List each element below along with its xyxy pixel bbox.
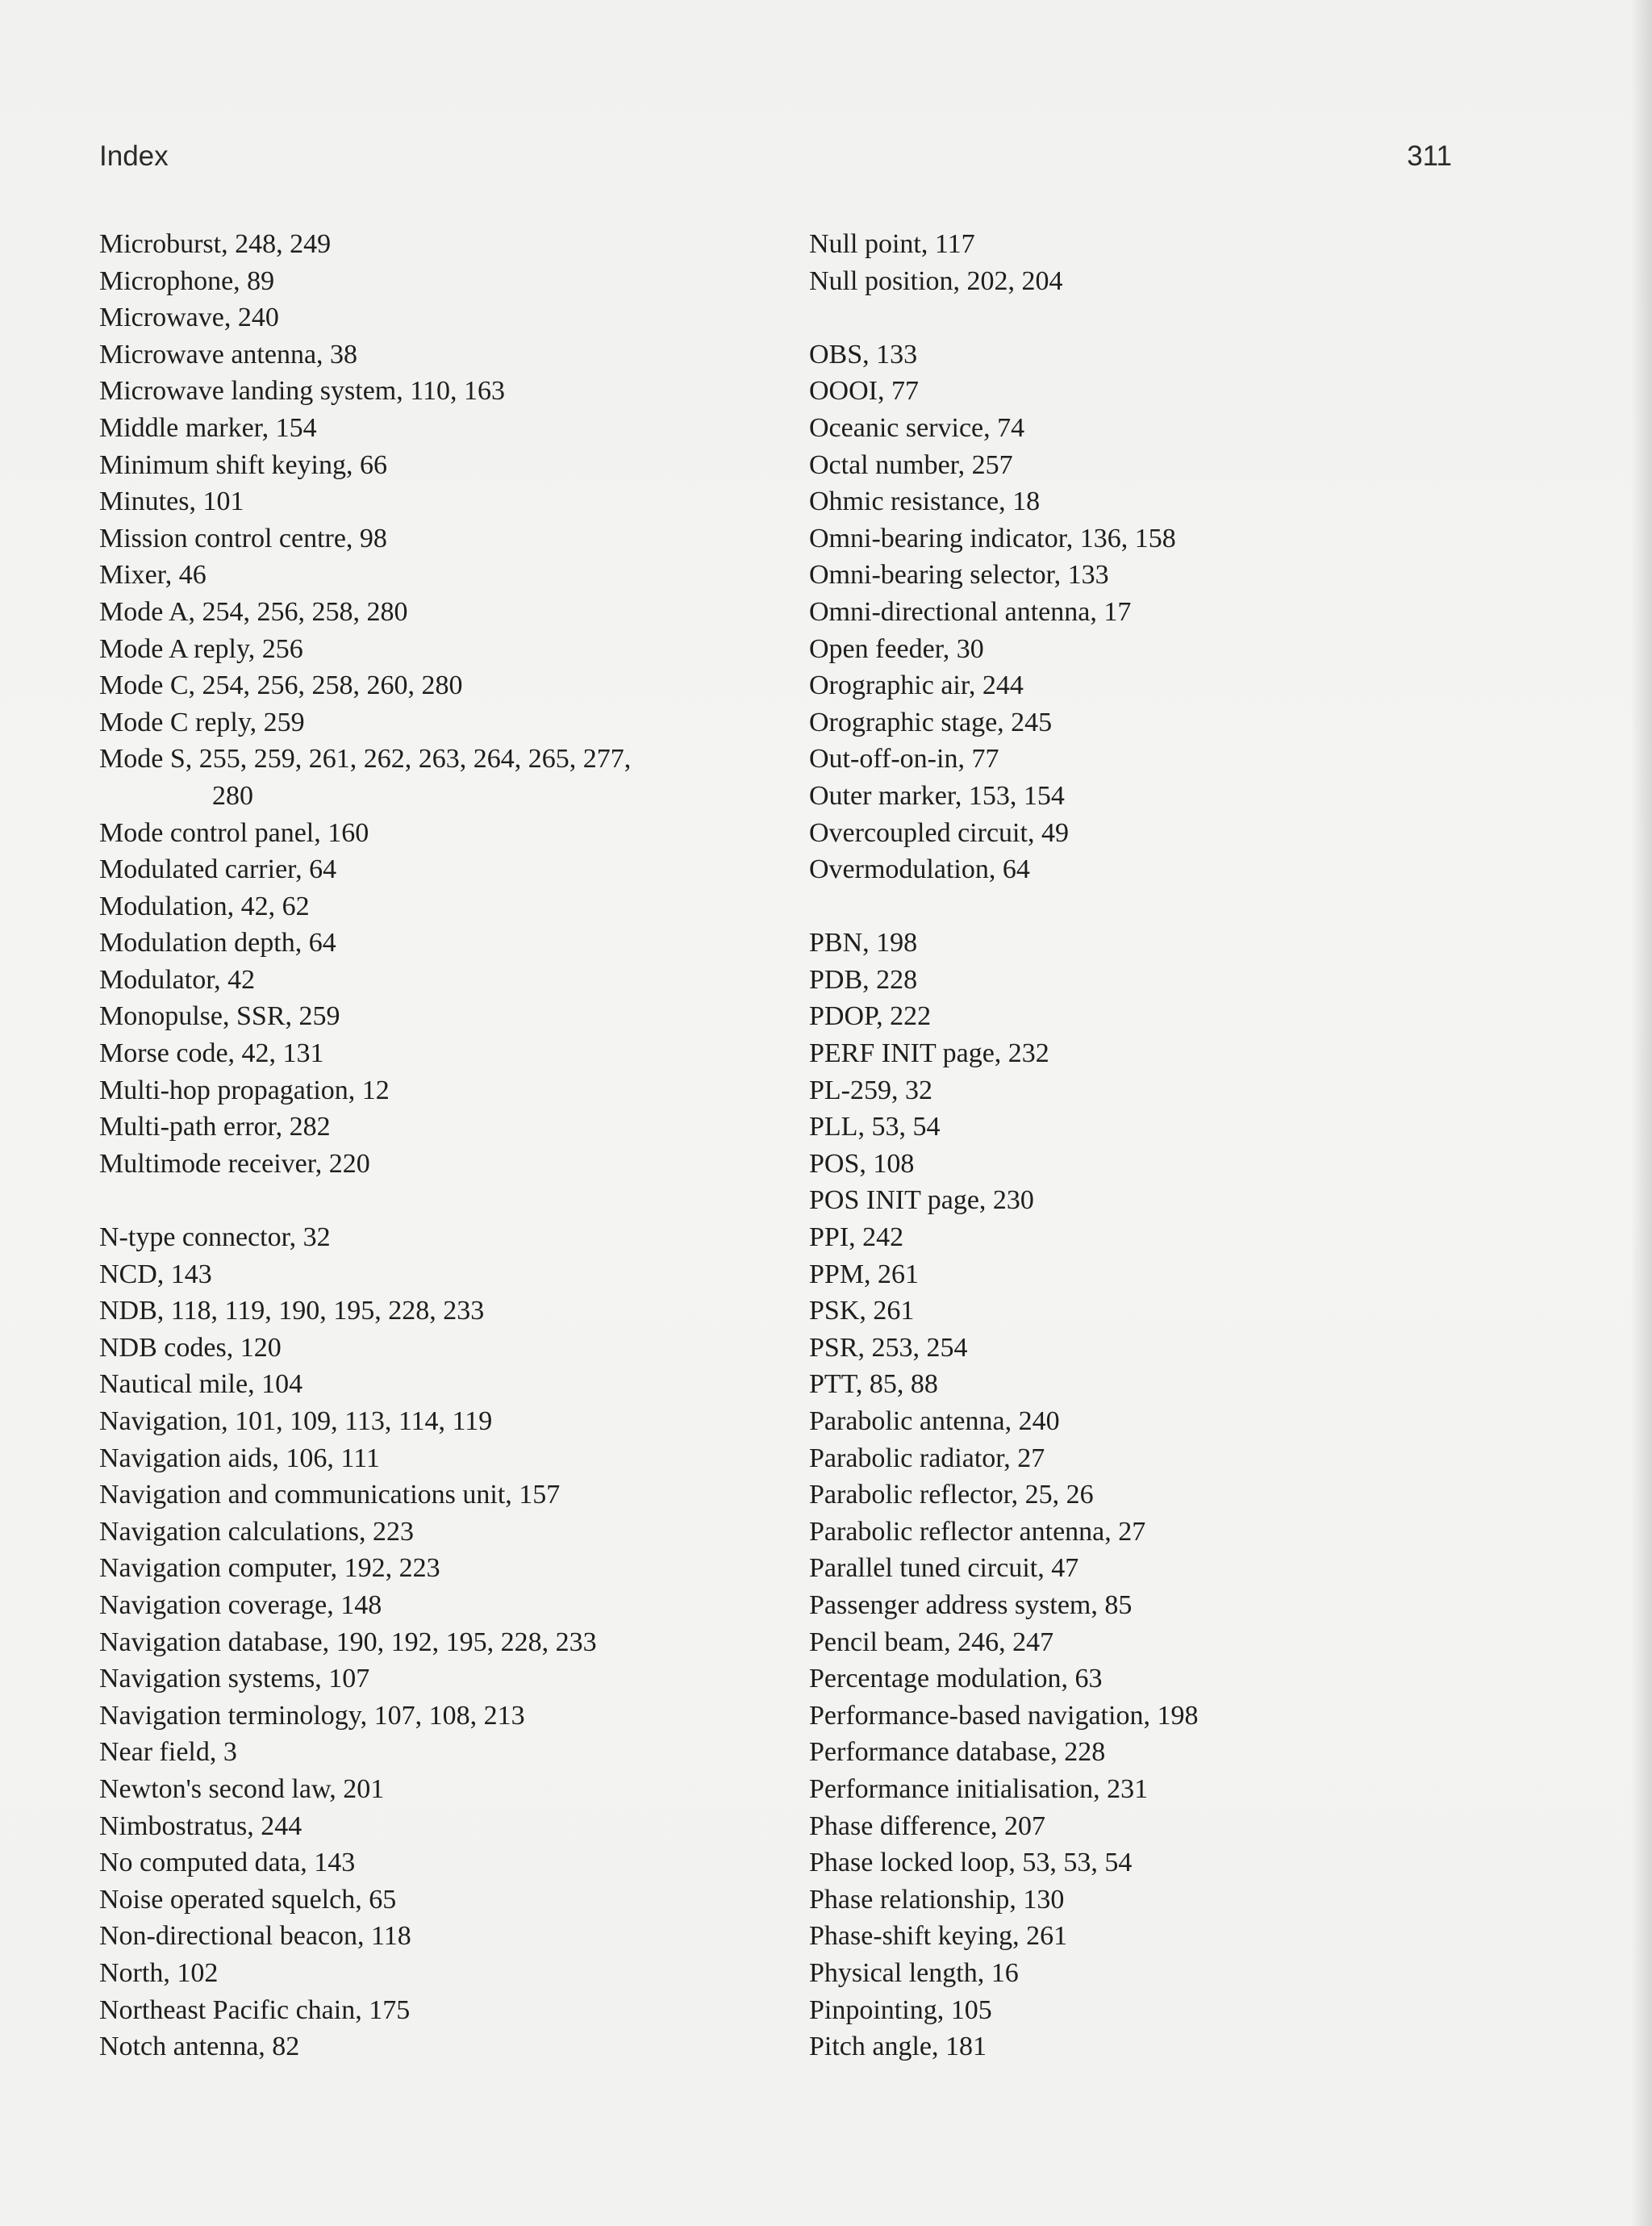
index-entry: Noise operated squelch, 65	[99, 1884, 397, 1915]
index-entry: Navigation aids, 106, 111	[99, 1443, 380, 1473]
index-entry: Navigation terminology, 107, 108, 213	[99, 1700, 525, 1731]
index-column-right	[809, 226, 1471, 2065]
index-entry: Phase-shift keying, 261	[809, 1921, 1068, 1952]
index-entry: Mode A, 254, 256, 258, 280	[99, 596, 408, 627]
index-column-left	[99, 226, 761, 2065]
index-entry: PLL, 53, 54	[809, 1112, 941, 1142]
index-entry: Modulator, 42	[99, 964, 256, 995]
index-entry: North, 102	[99, 1957, 219, 1988]
index-entry: Newton's second law, 201	[99, 1773, 385, 1804]
index-entry: Percentage modulation, 63	[809, 1664, 1103, 1694]
index-entry: Modulated carrier, 64	[99, 854, 337, 885]
index-entry: Orographic air, 244	[809, 670, 1024, 701]
index-entry: Parabolic antenna, 240	[809, 1406, 1060, 1436]
index-entry: Omni-bearing selector, 133	[809, 560, 1109, 591]
index-entry: Multi-path error, 282	[99, 1112, 331, 1142]
index-entry: No computed data, 143	[99, 1848, 356, 1878]
index-entry: Mode C, 254, 256, 258, 260, 280	[99, 670, 463, 701]
index-entry: PBN, 198	[809, 928, 918, 958]
index-entry: Open feeder, 30	[809, 633, 984, 664]
index-entry: Multimode receiver, 220	[99, 1148, 370, 1179]
index-entry: PERF INIT page, 232	[809, 1038, 1049, 1069]
index-entry: Navigation and communications unit, 157	[99, 1480, 561, 1510]
index-entry: Modulation depth, 64	[99, 928, 336, 958]
index-entry: Phase relationship, 130	[809, 1884, 1065, 1915]
index-entry: Omni-directional antenna, 17	[809, 596, 1132, 627]
index-entry: Omni-bearing indicator, 136, 158	[809, 523, 1176, 553]
index-entry: Microwave, 240	[99, 303, 279, 333]
index-entry: Out-off-on-in, 77	[809, 744, 999, 775]
index-entry: Null position, 202, 204	[809, 265, 1063, 296]
index-entry: POS, 108	[809, 1148, 915, 1179]
index-entry: OBS, 133	[809, 339, 918, 370]
index-entry: NCD, 143	[99, 1259, 212, 1289]
index-entry: PPM, 261	[809, 1259, 920, 1289]
index-entry: Microwave antenna, 38	[99, 339, 358, 370]
section-gap	[809, 299, 1471, 336]
index-entry: Microwave landing system, 110, 163	[99, 376, 505, 407]
page-number: 311	[1407, 140, 1452, 172]
index-entry: Pinpointing, 105	[809, 1994, 992, 2025]
index-entry: PL-259, 32	[809, 1075, 932, 1105]
section-gap	[809, 888, 1471, 925]
index-entry: PSR, 253, 254	[809, 1332, 968, 1363]
index-entry: Phase locked loop, 53, 53, 54	[809, 1848, 1133, 1878]
index-entry: Overmodulation, 64	[809, 854, 1030, 885]
running-header-section: Index	[99, 140, 169, 172]
index-entry: Octal number, 257	[809, 449, 1013, 480]
index-entry: Near field, 3	[99, 1737, 237, 1768]
index-entry: Phase difference, 207	[809, 1810, 1045, 1841]
index-entry: OOOI, 77	[809, 376, 919, 407]
index-entry: Microphone, 89	[99, 265, 275, 296]
index-entry: Multi-hop propagation, 12	[99, 1075, 390, 1105]
index-entry: PDB, 228	[809, 964, 918, 995]
index-entry: Orographic stage, 245	[809, 707, 1053, 737]
index-entry: NDB, 118, 119, 190, 195, 228, 233	[99, 1296, 485, 1326]
index-entry: Navigation coverage, 148	[99, 1589, 382, 1620]
index-entry: PTT, 85, 88	[809, 1369, 938, 1400]
index-entry: Mixer, 46	[99, 560, 206, 591]
index-entry: Notch antenna, 82	[99, 2032, 300, 2062]
index-entry: Ohmic resistance, 18	[809, 487, 1041, 517]
index-entry: Monopulse, SSR, 259	[99, 1001, 340, 1032]
index-entry: Mode C reply, 259	[99, 707, 305, 737]
index-entry-continuation: 280	[212, 780, 253, 811]
index-entry: Performance initialisation, 231	[809, 1773, 1149, 1804]
index-entry: Parabolic radiator, 27	[809, 1443, 1045, 1473]
index-entry: Parabolic reflector, 25, 26	[809, 1480, 1094, 1510]
index-entry: Nimbostratus, 244	[99, 1810, 302, 1841]
index-entry: Modulation, 42, 62	[99, 891, 310, 921]
index-entry: Non-directional beacon, 118	[99, 1921, 411, 1952]
index-entry: Mode A reply, 256	[99, 633, 303, 664]
index-entry: Oceanic service, 74	[809, 412, 1025, 443]
index-entry: Navigation calculations, 223	[99, 1516, 414, 1547]
index-entry: Performance database, 228	[809, 1737, 1106, 1768]
page-edge-shadow	[1631, 0, 1652, 2226]
index-entry: Navigation computer, 192, 223	[99, 1553, 440, 1584]
index-entry: Outer marker, 153, 154	[809, 780, 1065, 811]
index-entry: Morse code, 42, 131	[99, 1038, 324, 1069]
index-entry: Nautical mile, 104	[99, 1369, 303, 1400]
section-gap	[99, 1182, 761, 1219]
index-entry: Pencil beam, 246, 247	[809, 1627, 1054, 1657]
index-entry: Mode S, 255, 259, 261, 262, 263, 264, 265, 277,	[99, 744, 632, 775]
index-entry: Mission control centre, 98	[99, 523, 387, 553]
index-entry: Performance-based navigation, 198	[809, 1700, 1199, 1731]
index-entry: Navigation systems, 107	[99, 1664, 370, 1694]
index-entry: Parabolic reflector antenna, 27	[809, 1516, 1146, 1547]
index-entry: Passenger address system, 85	[809, 1589, 1133, 1620]
index-entry: PPI, 242	[809, 1222, 904, 1253]
index-entry: PSK, 261	[809, 1296, 915, 1326]
index-entry: Navigation, 101, 109, 113, 114, 119	[99, 1406, 493, 1436]
index-entry: Middle marker, 154	[99, 412, 317, 443]
index-entry: POS INIT page, 230	[809, 1185, 1034, 1216]
index-entry: Microburst, 248, 249	[99, 229, 332, 259]
index-entry: N-type connector, 32	[99, 1222, 331, 1253]
index-entry: Physical length, 16	[809, 1957, 1019, 1988]
index-entry: Null point, 117	[809, 229, 975, 259]
index-entry: Northeast Pacific chain, 175	[99, 1994, 411, 2025]
index-entry: Minimum shift keying, 66	[99, 449, 387, 480]
index-entry: Navigation database, 190, 192, 195, 228, 233	[99, 1627, 597, 1657]
index-entry: Mode control panel, 160	[99, 817, 369, 848]
index-entry: Minutes, 101	[99, 487, 244, 517]
index-entry: Pitch angle, 181	[809, 2032, 987, 2062]
index-entry: Overcoupled circuit, 49	[809, 817, 1069, 848]
index-entry: Parallel tuned circuit, 47	[809, 1553, 1079, 1584]
index-entry: PDOP, 222	[809, 1001, 932, 1032]
index-entry: NDB codes, 120	[99, 1332, 282, 1363]
